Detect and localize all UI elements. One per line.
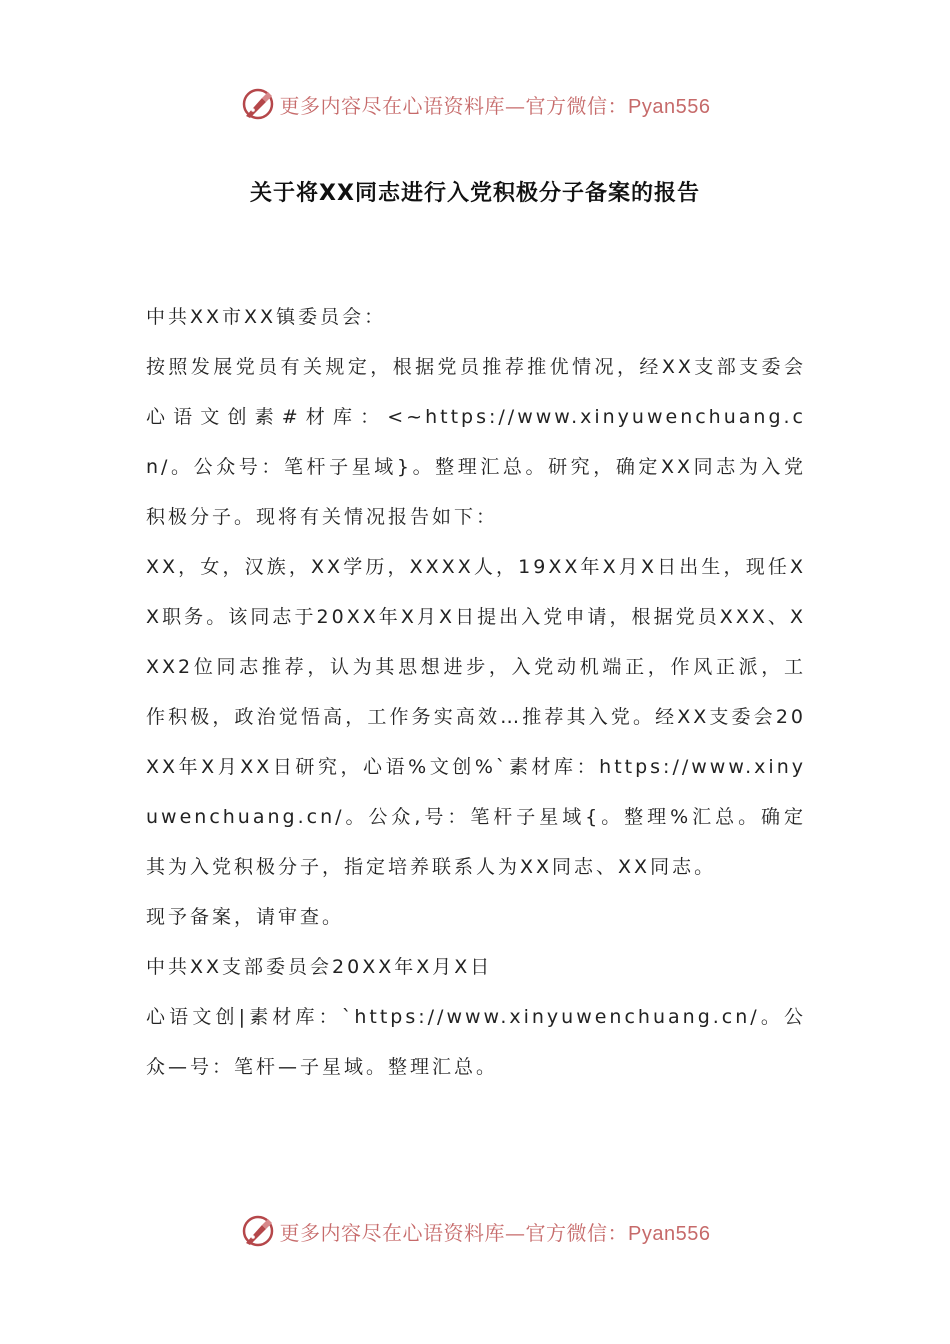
signature-line: 中共XX支部委员会20XX年X月X日 [146,956,493,978]
banner-text [280,1217,711,1246]
body-paragraph-details: XX，女，汉族，XX学历，XXXX人，19XX年X月X日出生，现任XX职务。该同志于20XX年X月X日提出入党申请，根据党员XXX、XXX2位同志推荐，认为其思想进步，入党动机端正，作风正派，工作积极，政治觉悟高，工作务实高效…推荐其入党。经XX支委会20XX年X月XX日研究，心语%文创%`素材库：https://www.xinyuwenchuang.cn/。公众,号：笔杆子星域{。整理%汇总。确定其为入党积极分子，指定培养联系人为XX同志、XX同志。 [146,556,806,878]
banner-slogan: 更多内容尽在心语资料库—官方微信： [279,93,629,118]
banner-text [280,90,711,119]
wechat-id: Pyan556 [628,1222,711,1245]
footer-banner [0,1209,950,1253]
document-title: 关于将XX同志进行入党积极分子备案的报告 [250,181,700,206]
body-paragraph-intro: 按照发展党员有关规定，根据党员推荐推优情况，经XX支部支委会心语文创素#材库：<~https://www.xinyuwenchuang.cn/。公众号：笔杆子星域}。整理汇总。研究，确定XX同志为入党积极分子。现将有关情况报告如下： [146,356,806,528]
pen-logo-icon [240,86,276,122]
banner-slogan: 更多内容尽在心语资料库—官方微信： [279,1220,629,1245]
pen-logo-icon [240,1213,276,1249]
request-line: 现予备案，请审查。 [146,906,345,928]
source-note: 心语文创|素材库：`https://www.xinyuwenchuang.cn/。公众—号：笔杆—子星域。整理汇总。 [146,1006,806,1078]
header-banner [0,82,950,126]
document-body [146,292,806,1092]
wechat-id: Pyan556 [628,95,711,118]
salutation: 中共XX市XX镇委员会： [146,306,387,328]
